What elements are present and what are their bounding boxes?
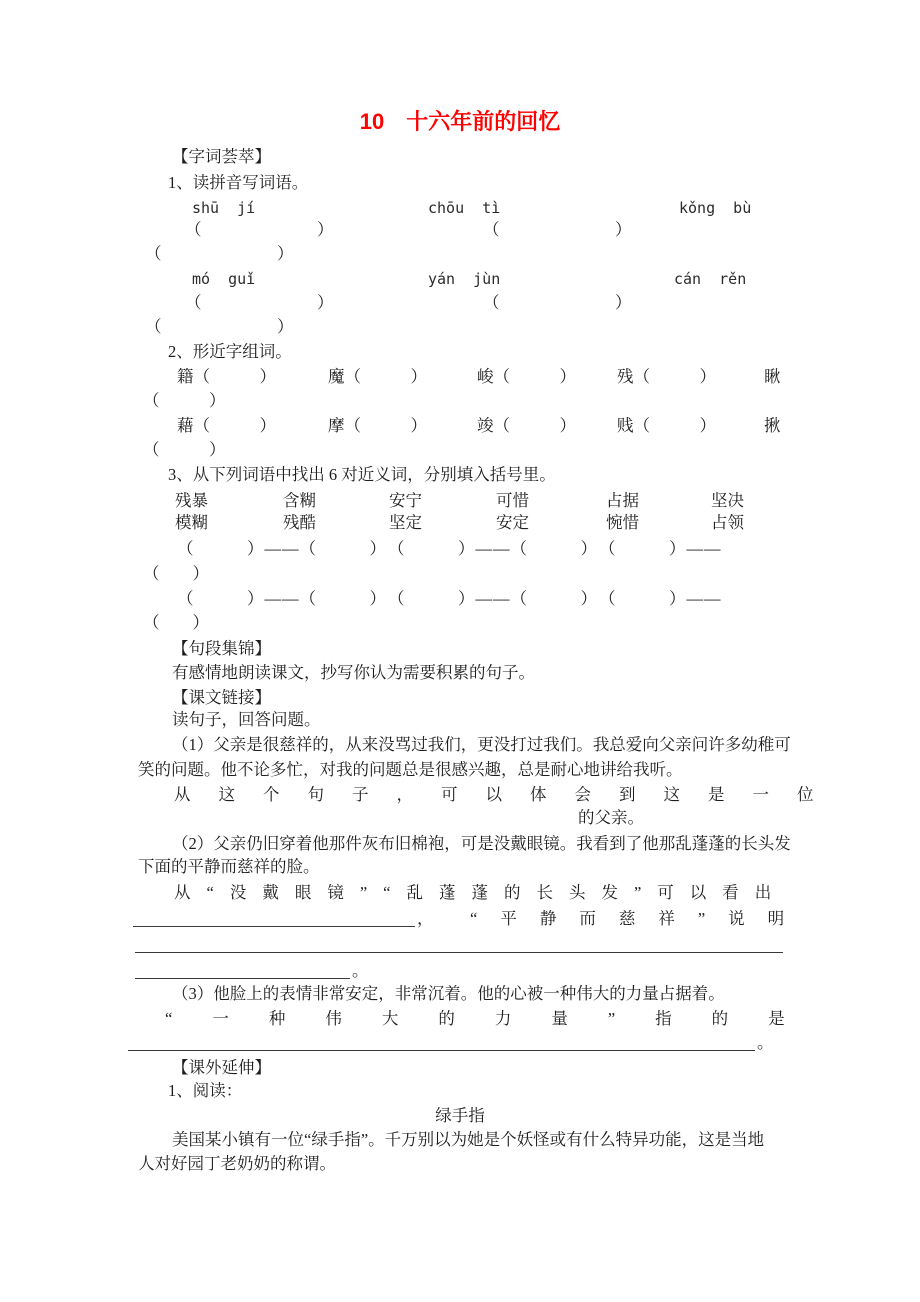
section-header-text-link: 【课文链接】	[172, 688, 271, 707]
char-item-chou: 瞅	[764, 367, 781, 386]
word-zhanju: 占据	[606, 491, 639, 510]
quote1-line2: 笑的问题。他不论多忙，对我的问题总是很感兴趣，总是耐心地讲给我听。	[138, 760, 683, 779]
quote1-fill-line: 从这个句子，可以体会到这是一位	[174, 785, 842, 804]
word-kexi: 可惜	[496, 491, 529, 510]
word-wanxi: 惋惜	[606, 513, 639, 532]
char-item-can: 残（ ）	[617, 367, 716, 386]
answer-blank-wrapped: （ ）	[143, 564, 209, 583]
pinyin-kong-bu: kǒng bù	[679, 199, 752, 217]
reading-para-line2: 人对好园丁老奶奶的称谓。	[138, 1154, 336, 1173]
quote3-fill-line: “一种伟大的力量”指的是	[165, 1009, 825, 1028]
answer-blank-wrapped: （ ）	[143, 440, 226, 459]
answer-blank: （ ）	[185, 220, 334, 239]
answer-blank: （ ）	[483, 220, 632, 239]
answer-blank-wrapped: （ ）	[143, 613, 209, 632]
quote1-fill-tail: 的父亲。	[578, 808, 644, 827]
fill-in-underline	[128, 1032, 755, 1051]
synonym-pair-blanks-1: （ ）——（ ） （ ）——（ ） （ ）——	[177, 539, 722, 558]
sentences-instruction: 有感情地朗读课文，抄写你认为需要积累的句子。	[172, 663, 535, 682]
reading-title: 绿手指	[435, 1106, 485, 1125]
text-link-instruction: 读句子，回答问题。	[172, 710, 321, 729]
question2-label: 2、形近字组词。	[168, 342, 292, 361]
word-zhanling: 占领	[711, 513, 744, 532]
pinyin-yan-jun: yán jùn	[428, 270, 501, 288]
section-header-extension: 【课外延伸】	[172, 1058, 271, 1077]
similar-chars-row-1	[0, 366, 920, 390]
answer-blank-wrapped: （ ）	[145, 317, 294, 336]
fill-in-underline	[135, 960, 350, 979]
char-item-mo2: 摩（ ）	[328, 416, 427, 435]
quote1-line1: （1）父亲是很慈祥的，从来没骂过我们，更没打过我们。我总爱向父亲问许多幼稚可	[172, 735, 791, 754]
question1-label: 1、读拼音写词语。	[168, 173, 309, 192]
period-after-blank: 。	[352, 961, 369, 980]
quote2-fill-line: 从“没戴眼镜”“乱蓬蓬的长头发”可以看出	[174, 883, 788, 902]
word-anding: 安定	[496, 513, 529, 532]
char-item-ji: 籍（ ）	[177, 367, 276, 386]
quote2-line2: 下面的平静而慈祥的脸。	[138, 857, 320, 876]
synonym-words-row-1	[0, 490, 920, 514]
fill-in-underline	[133, 908, 415, 927]
section-header-sentences: 【句段集锦】	[172, 639, 271, 658]
fill-in-underline	[135, 934, 783, 953]
pinyin-chou-ti: chōu tì	[428, 199, 501, 217]
pinyin-row-2	[0, 268, 920, 292]
similar-chars-row-2	[0, 415, 920, 439]
word-canku: 残酷	[283, 513, 316, 532]
char-item-jun: 峻（ ）	[477, 367, 576, 386]
char-item-mo: 魔（ ）	[328, 367, 427, 386]
question3-label: 3、从下列词语中找出 6 对近义词，分别填入括号里。	[168, 465, 556, 484]
answer-blank-wrapped: （ ）	[143, 391, 226, 410]
pinyin-can-ren: cán rěn	[674, 270, 747, 288]
comma-after-blank: ，	[417, 909, 434, 928]
pinyin-mo-gui: mó guǐ	[192, 270, 256, 288]
period-after-blank: 。	[757, 1033, 774, 1052]
word-anning: 安宁	[389, 491, 422, 510]
answer-blank-row-1	[0, 219, 920, 243]
word-canbao: 残暴	[175, 491, 208, 510]
quote2-fill-line2: “平静而慈祥”说明	[470, 909, 808, 928]
pinyin-row-1	[0, 197, 920, 221]
extension-q1-label: 1、阅读：	[168, 1081, 243, 1100]
quote2-line1: （2）父亲仍旧穿着他那件灰布旧棉袍，可是没戴眼镜。我看到了他那乱蓬蓬的长头发	[172, 834, 791, 853]
answer-blank-row-2	[0, 292, 920, 316]
lesson-title: 10 十六年前的回忆	[359, 109, 561, 134]
word-jianjue: 坚决	[711, 491, 744, 510]
pinyin-shu-ji: shū jí	[192, 199, 256, 217]
synonym-pair-blanks-2: （ ）——（ ） （ ）——（ ） （ ）——	[177, 589, 722, 608]
char-item-jun2: 竣（ ）	[477, 416, 576, 435]
synonym-words-row-2	[0, 512, 920, 536]
answer-blank-wrapped: （ ）	[145, 244, 294, 263]
quote3-line1: （3）他脸上的表情非常安定，非常沉着。他的心被一种伟大的力量占据着。	[172, 984, 725, 1003]
section-header-words: 【字词荟萃】	[172, 147, 271, 166]
word-mohu: 模糊	[175, 513, 208, 532]
reading-para-line1: 美国某小镇有一位“绿手指”。千万别以为她是个妖怪或有什么特异功能，这是当地	[172, 1130, 765, 1149]
answer-blank: （ ）	[185, 293, 334, 312]
char-item-jie: 藉（ ）	[177, 416, 276, 435]
word-hanhu: 含糊	[283, 491, 316, 510]
char-item-jian: 贱（ ）	[617, 416, 716, 435]
char-item-jiu: 揪	[764, 416, 781, 435]
word-jianding: 坚定	[389, 513, 422, 532]
answer-blank: （ ）	[483, 293, 632, 312]
